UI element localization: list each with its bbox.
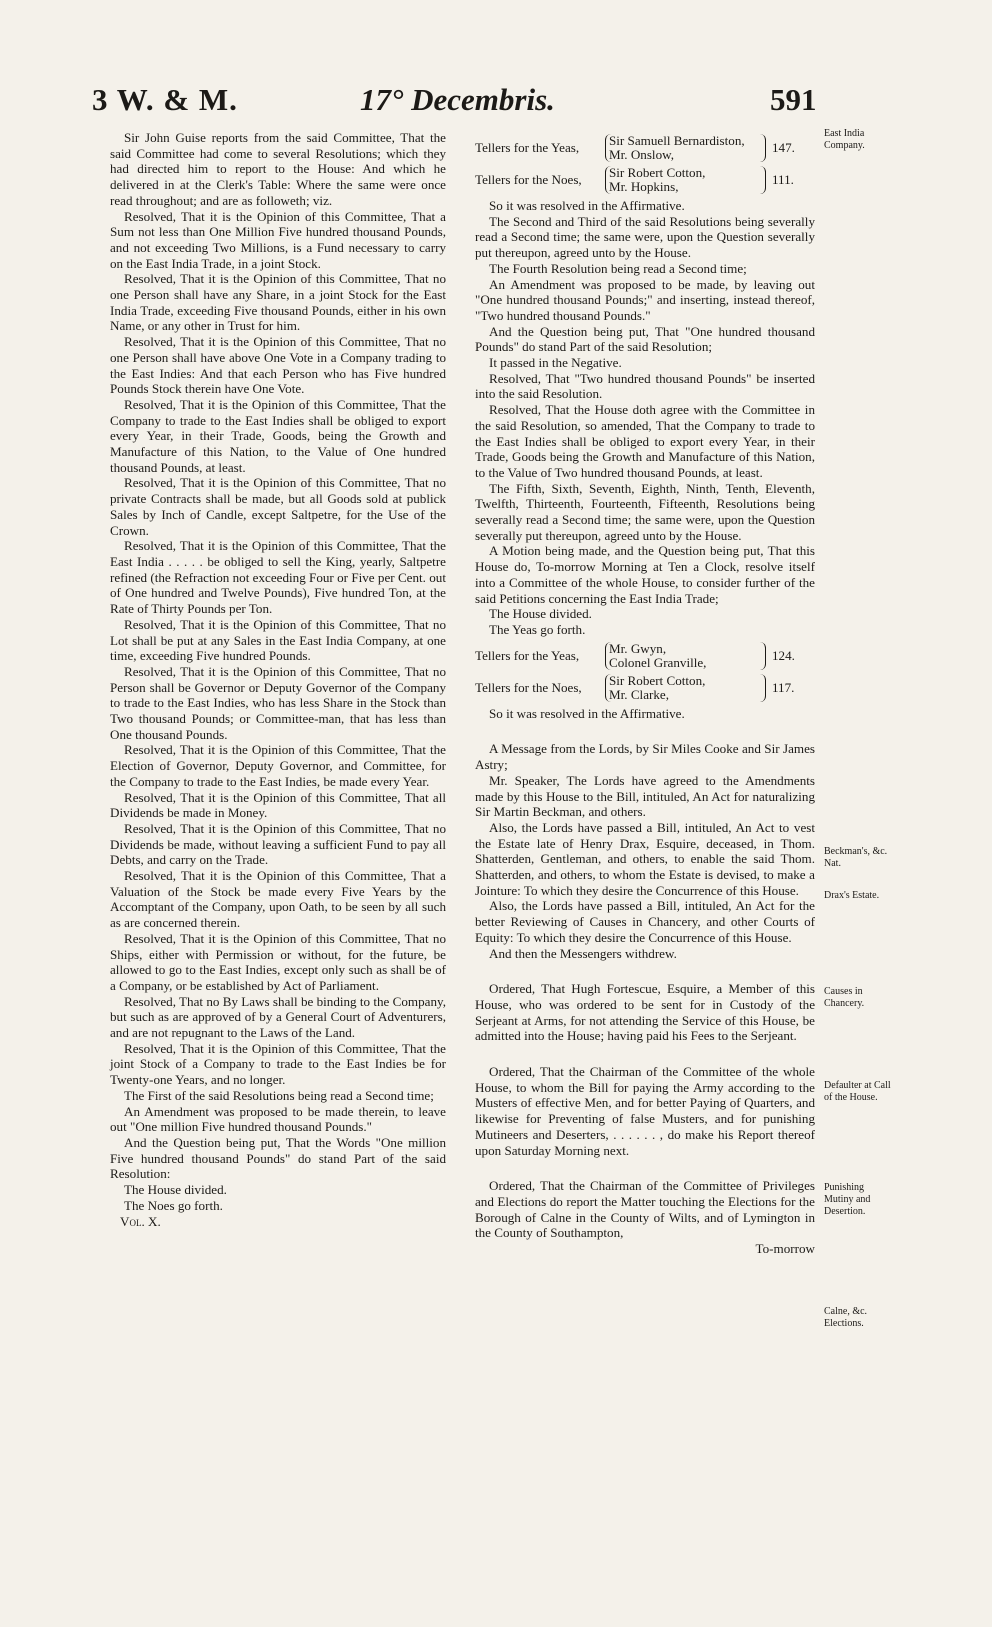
- paragraph: The Second and Third of the said Resolutions being severally read a Second time; the same were, upon the Question severally put thereupon, agreed unto by the House.: [475, 213, 815, 261]
- paragraph: Resolved, That it is the Opinion of this Committee, That the joint Stock of a Company to trade to the East Indies be for Twenty-one Years, and no longer.: [110, 1040, 446, 1088]
- paragraph: So it was resolved in the Affirmative.: [489, 705, 685, 721]
- paragraph: Also, the Lords have passed a Bill, intituled, An Act to vest the Estate late of Henry Drax, Esquire, deceased, in Thom. Shatterden, Gentleman, and others, to enable the said Thom. Shatterden, and others, to whom the Estate is devised, to make a Jointure: To which they desire the Concurrence of this House.: [475, 819, 815, 898]
- paragraph: Resolved, That it is the Opinion of this Committee, That no Lot shall be put at any Sales in the East India Company, at one time, exceeding Five hundred Pounds.: [110, 616, 446, 664]
- tellers-yeas-1: Tellers for the Yeas, Sir Samuell Bernardiston, Mr. Onslow, 147.: [475, 133, 795, 162]
- paragraph: Resolved, That it is the Opinion of this Committee, That the East India . . . . . be obliged to sell the King, yearly, Saltpetre refined (the Refraction not exceeding Four or Five per Cent. out of One hundred and Twelve Pounds), Five hundred Ton, at the Rate of Thirty Pounds per Ton.: [110, 538, 446, 617]
- paragraph: Resolved, That it is the Opinion of this Committee, That no private Contracts shall be made, but all Goods sold at publick Sales by Inch of Candle, except Saltpetre, for the Use of the Crown.: [110, 475, 446, 538]
- margin-note: Drax's Estate.: [824, 890, 880, 901]
- paragraph: Resolved, That it is the Opinion of this Committee, That no one Person shall have any Share, in a joint Stock for the East India Trade, exceeding Five thousand Pounds, either in his own Name, or any other in Trust for him.: [110, 271, 446, 334]
- paragraph: Resolved, That it is the Opinion of this Committee, That no Person shall be Governor or Deputy Governor of the Company to trade to the East Indies, who has less Share in the Stock than Two thousand Pounds; or Committee-man, that has less than One thousand Pounds.: [110, 663, 446, 742]
- volume-label: Vol. X.: [120, 1213, 161, 1229]
- right-column: [475, 130, 815, 1257]
- margin-note: Punishing Mutiny and Desertion.: [824, 1182, 871, 1217]
- paragraph: A Motion being made, and the Question being put, That this House do, To-morrow Morning at Ten a Clock, resolve itself into a Committee of the whole House, to consider further of the said Petitions concerning the East India Trade;: [475, 543, 815, 606]
- paragraph: Resolved, That it is the Opinion of this Committee, That no Dividends be made, without leaving a sufficient Fund to pay all Debts, and carry on the Trade.: [110, 820, 446, 868]
- paragraph: The First of the said Resolutions being read a Second time;: [124, 1087, 434, 1103]
- paragraph: The Fourth Resolution being read a Second time;: [489, 260, 747, 276]
- regnal-year-header: 3 W. & M.: [92, 82, 238, 117]
- paragraph: An Amendment was proposed to be made, by leaving out "One hundred thousand Pounds;" and inserting, instead thereof, "Two hundred thousand Pounds.": [475, 276, 815, 323]
- paragraph: A Message from the Lords, by Sir Miles Cooke and Sir James Astry;: [475, 741, 815, 773]
- page-number: 591: [770, 82, 817, 117]
- tellers-noes-1: Tellers for the Noes, Sir Robert Cotton, Mr. Hopkins, 111.: [475, 165, 794, 194]
- paragraph: And then the Messengers withdrew.: [489, 945, 677, 961]
- paragraph: And the Question being put, That "One hundred thousand Pounds" do stand Part of the said Resolution;: [475, 323, 815, 355]
- left-column: [110, 130, 446, 1229]
- paragraph: Also, the Lords have passed a Bill, intituled, An Act for the better Reviewing of Causes in Chancery, and other Courts of Equity: To which they desire the Concurrence of this House.: [475, 898, 815, 945]
- margin-note: Defaulter at Call of the House.: [824, 1080, 891, 1103]
- order-mutiny-bill: Ordered, That the Chairman of the Committee of the whole House, to whom the Bill for paying the Army according to the Musters of effective Men, and for better Paying of Quarters, and likewise for Preventing of false Musters, and for punishing Mutineers and Deserters, . . . . . . , do make his Report thereof upon Saturday Morning next.: [475, 1064, 815, 1158]
- paragraph: Sir John Guise reports from the said Committee, That the said Committee had come to several Resolutions; which they had directed him to report to the House: And which he delivered in at the Clerk's Table: Where the same were once read throughout; and are as followeth; viz.: [110, 130, 446, 208]
- paragraph: The Fifth, Sixth, Seventh, Eighth, Ninth, Tenth, Eleventh, Twelfth, Thirteenth, Fourteenth, Fifteenth, Resolutions being severally read a Second time; the same were, upon the Question severally put thereupon, agreed unto by the House.: [475, 480, 815, 543]
- tellers-noes-2: Tellers for the Noes, Sir Robert Cotton, Mr. Clarke, 117.: [475, 672, 795, 702]
- date-header: 17° Decembris.: [360, 82, 555, 117]
- paragraph: Resolved, That it is the Opinion of this Committee, That no one Person shall have above One Vote in a Company trading to the East Indies: And that each Person who has Five hundred Pounds Stock therein have One Vote.: [110, 334, 446, 397]
- paragraph: Resolved, That it is the Opinion of this Committee, That the Election of Governor, Deputy Governor, and Committee, for the Company to trade to the East Indies, be made every Year.: [110, 742, 446, 789]
- margin-note: East India Company.: [824, 128, 865, 151]
- teller-count: 124.: [772, 647, 795, 663]
- teller-count: 111.: [772, 172, 794, 188]
- margin-note: Beckman's, &c. Nat.: [824, 846, 888, 869]
- paragraph: Resolved, That it is the Opinion of this Committee, That the Company to trade to the East Indies shall be obliged to export every Year, in their Trade, Goods, being the Growth and Manufacture of this Nation, to the Value of One hundred thousand Pounds, at least.: [110, 396, 446, 475]
- order-fortescue: Ordered, That Hugh Fortescue, Esquire, a Member of this House, who was ordered to be sent for in Custody of the Serjeant at Arms, for not attending the Service of this House, be admitted into the House; having paid his Fees to the Serjeant.: [475, 981, 815, 1044]
- margin-note: Calne, &c. Elections.: [824, 1306, 868, 1329]
- paragraph: And the Question being put, That the Words "One million Five hundred thousand Pounds" do stand Part of the said Resolution:: [110, 1135, 446, 1182]
- catchword: To-morrow: [755, 1241, 815, 1257]
- teller-count: 147.: [772, 140, 795, 156]
- margin-note: Causes in Chancery.: [824, 986, 865, 1009]
- paragraph: So it was resolved in the Affirmative.: [489, 198, 685, 213]
- paragraph: Resolved, That no By Laws shall be binding to the Company, but such as are approved of by a General Court of Adventurers, and are not repugnant to the Laws of the Land.: [110, 993, 446, 1041]
- paragraph: Resolved, That it is the Opinion of this Committee, That a Valuation of the Stock be made every Five Years by the Accomptant of the Company, upon Oath, to be seen by all such as are concerned therein.: [110, 868, 446, 931]
- paragraph: The House divided.: [124, 1182, 227, 1198]
- order-elections: Ordered, That the Chairman of the Committee of Privileges and Elections do report the Matter touching the Elections for the Borough of Calne in the County of Wilts, and of Lymington in the County of Southampton,: [475, 1178, 815, 1241]
- paragraph: Resolved, That it is the Opinion of this Committee, That a Sum not less than One Million Five hundred thousand Pounds, and not exceeding Two Millions, is a Fund necessary to carry on the East India Trade, in a joint Stock.: [110, 208, 446, 271]
- teller-count: 117.: [772, 679, 795, 695]
- paragraph: Resolved, That it is the Opinion of this Committee, That no Ships, either with Permission or without, for the future, be allowed to go to the East Indies, except only such as shall be of a Company, or be established by Act of Parliament.: [110, 930, 446, 993]
- tellers-yeas-2: Tellers for the Yeas, Mr. Gwyn, Colonel Granville, 124.: [475, 640, 795, 670]
- paragraph: The Yeas go forth.: [489, 621, 586, 637]
- paragraph: Resolved, That the House doth agree with the Committee in the said Resolution, so amended, That the Company to trade to the East Indies shall be obliged to export every Year, in their Trade, Goods being the Growth and Manufacture of this Nation, to the Value of Two hundred thousand Pounds, at least.: [475, 402, 815, 480]
- paragraph: The Noes go forth.: [124, 1197, 223, 1213]
- paragraph: It passed in the Negative.: [489, 355, 622, 371]
- paragraph: Mr. Speaker, The Lords have agreed to the Amendments made by this House to the Bill, intituled, An Act for naturalizing Sir Martin Beckman, and others.: [475, 772, 815, 820]
- paragraph: Resolved, That "Two hundred thousand Pounds" be inserted into the said Resolution.: [475, 370, 815, 402]
- paragraph: The House divided.: [489, 606, 592, 622]
- paragraph: An Amendment was proposed to be made therein, to leave out "One million Five hundred thousand Pounds.": [110, 1103, 446, 1135]
- paragraph: Resolved, That it is the Opinion of this Committee, That all Dividends be made in Money.: [110, 789, 446, 821]
